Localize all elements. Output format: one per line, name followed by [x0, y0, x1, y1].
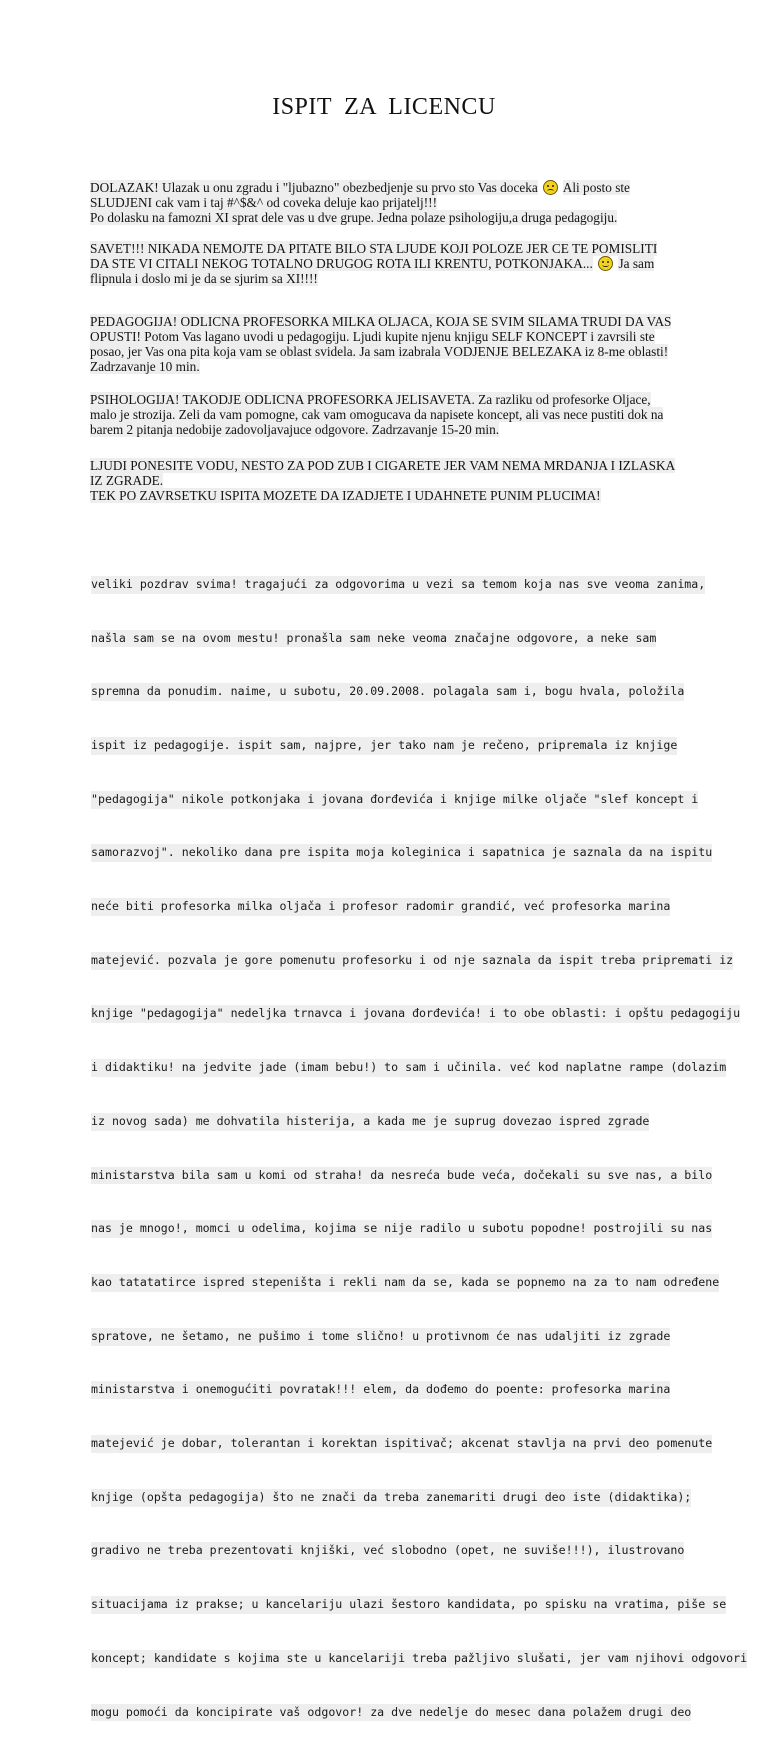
savet-text-continued: Ja sam flipnula i doslo mi je da se sjurim sa XI!!!!: [90, 256, 655, 286]
ljudi-text-finish: TEK PO ZAVRSETKU ISPITA MOZETE DA IZADJETE I UDAHNETE PUNIM PLUCIMA!: [90, 488, 601, 503]
paragraph-ljudi: [90, 458, 678, 503]
paragraph-psihologija: [90, 392, 678, 437]
post-line: ispit iz pedagogije. ispit sam, najpre, jer tako nam je rečeno, pripremala iz knjige: [91, 737, 677, 755]
post-line: situacijama iz prakse; u kancelariju ulazi šestoro kandidata, po spisku na vratima, piše se: [91, 1596, 726, 1614]
post-line: gradivo ne treba prezentovati knjiški, već slobodno (opet, ne suviše!!!), ilustrovano: [91, 1542, 684, 1560]
post-line: mogu pomoći da koncipirate vaš odgovor! za dve nedelje do mesec dana polažem drugi deo: [91, 1704, 691, 1722]
paragraph-savet: [90, 241, 678, 286]
psihologija-text: PSIHOLOGIJA! TAKODJE ODLICNA PROFESORKA JELISAVETA. Za razliku od profesorke Oljace, malo je strozija. Zeli da vam pomogne, cak vam omogucava da napisete koncept, ali vas nece pustiti dok na barem 2 pitanja nedobije zadovoljavajuce odgovore. Zadrzavanje 15-20 min.: [90, 392, 664, 437]
paragraph-dolazak: [90, 180, 678, 225]
post-line: samorazvoj". nekoliko dana pre ispita moja koleginica i sapatnica je saznala da na ispitu: [91, 844, 712, 862]
post-line: ministarstva i onemogućiti povratak!!! elem, da dođemo do poente: profesorka marina: [91, 1381, 670, 1399]
post-line: knjige "pedagogija" nedeljka trnavca i jovana đorđevića! i to obe oblasti: i opštu pedagogiju: [91, 1005, 740, 1023]
post-line: i didaktiku! na jedvite jade (imam bebu!) to sam i učinila. već kod naplatne rampe (dolazim: [91, 1059, 726, 1077]
paragraph-pedagogija: [90, 314, 678, 374]
happy-smiley-icon: [598, 256, 613, 271]
post-line: knjige (opšta pedagogija) što ne znači da treba zanemariti drugi deo iste (didaktika);: [91, 1489, 691, 1507]
dolazak-text: DOLAZAK! Ulazak u onu zgradu i "ljubazno" obezbedjenje su prvo sto Vas doceka: [90, 180, 538, 195]
post-line: nas je mnogo!, momci u odelima, kojima se nije radilo u subotu popodne! postrojili su nas: [91, 1220, 712, 1238]
forum-post: [91, 540, 748, 1757]
post-line: našla sam se na ovom mestu! pronašla sam neke veoma značajne odgovore, a neke sam: [91, 630, 656, 648]
post-line: matejević. pozvala je gore pomenutu profesorku i od nje saznala da ispit treba pripremati iz: [91, 952, 733, 970]
dolazak-text-continued: Ali posto ste SLUDJENI cak vam i taj #^$&^ od coveka deluje kao prijatelj!!!: [90, 180, 630, 210]
post-line: spremna da ponudim. naime, u subotu, 20.09.2008. polagala sam i, bogu hvala, položila: [91, 683, 684, 701]
post-line: ministarstva bila sam u komi od straha! da nesreća bude veća, dočekali su sve nas, a bilo: [91, 1167, 712, 1185]
post-line: "pedagogija" nikole potkonjaka i jovana đorđevića i knjige milke oljače "slef koncept i: [91, 791, 698, 809]
post-line: veliki pozdrav svima! tragajući za odgovorima u vezi sa temom koja nas sve veoma zanima,: [91, 576, 705, 594]
savet-text: SAVET!!! NIKADA NEMOJTE DA PITATE BILO STA LJUDE KOJI POLOZE JER CE TE POMISLITI DA STE VI CITALI NEKOG TOTALNO DRUGOG ROTA ILI KRENTU, POTKONJAKA...: [90, 241, 658, 271]
post-line: kao tatatatirce ispred stepeništa i rekli nam da se, kada se popnemo na za to nam određene: [91, 1274, 719, 1292]
post-line: iz novog sada) me dohvatila histerija, a kada me je suprug dovezao ispred zgrade: [91, 1113, 649, 1131]
pedagogija-text: PEDAGOGIJA! ODLICNA PROFESORKA MILKA OLJACA, KOJA SE SVIM SILAMA TRUDI DA VAS OPUSTI! Potom Vas lagano uvodi u pedagogiju. Ljudi kupite njenu knjigu SELF KONCEPT i zavrsili ste posao, jer Vas ona pita koja vam se oblast svidela. Ja sam izabrala VODJENJE BELEZAKA iz 8-me oblasti! Zadrzavanje 10 min.: [90, 314, 672, 374]
post-line: spratove, ne šetamo, ne pušimo i tome slično! u protivnom će nas udaljiti iz zgrade: [91, 1328, 670, 1346]
dolazak-text-groups: Po dolasku na famozni XI sprat dele vas u dve grupe. Jedna polaze psihologiju,a druga pedagogiju.: [90, 210, 618, 225]
post-line: koncept; kandidate s kojima ste u kancelariji treba pažljivo slušati, jer vam njihovi odgovori: [91, 1650, 747, 1668]
ljudi-text: LJUDI PONESITE VODU, NESTO ZA POD ZUB I CIGARETE JER VAM NEMA MRDANJA I IZLASKA IZ ZGRADE.: [90, 458, 676, 488]
post-line: matejević je dobar, tolerantan i korektan ispitivač; akcenat stavlja na prvi deo pomenute: [91, 1435, 712, 1453]
page-title: ISPIT ZA LICENCU: [272, 94, 496, 120]
sad-smiley-icon: [543, 180, 558, 195]
post-line: neće biti profesorka milka oljača i profesor radomir grandić, već profesorka marina: [91, 898, 670, 916]
